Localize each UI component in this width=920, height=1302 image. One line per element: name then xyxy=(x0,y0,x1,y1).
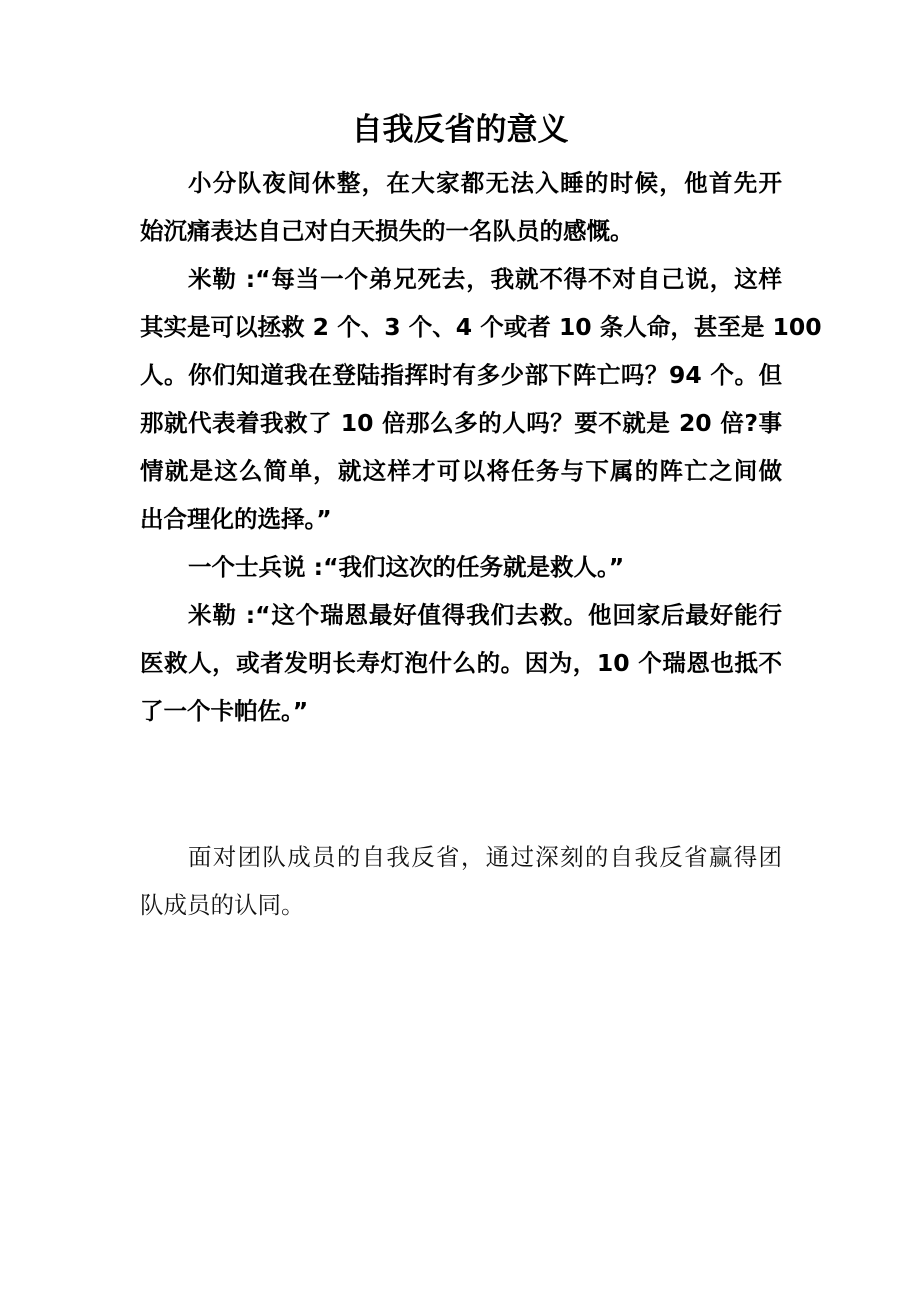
document-title: 自我反省的意义 xyxy=(351,112,569,148)
text-line: 情就是这么简单，就这样才可以将任务与下属的阵亡之间做 xyxy=(140,457,782,485)
text-line: 米勒 :“这个瑞恩最好值得我们去救。他回家后最好能行 xyxy=(188,601,782,629)
story-body xyxy=(140,159,822,735)
text-line: 米勒 :“每当一个弟兄死去，我就不得不对自己说，这样 xyxy=(188,265,782,293)
text-line: 一个士兵说 :“我们这次的任务就是救人。” xyxy=(188,553,625,581)
paragraph xyxy=(140,833,782,929)
text-line: 始沉痛表达自己对白天损失的一名队员的感慨。 xyxy=(140,217,634,245)
text-line: 出合理化的选择。” xyxy=(140,505,332,533)
paragraph xyxy=(140,159,782,255)
text-line: 队成员的认同。 xyxy=(140,891,305,919)
paragraph xyxy=(140,543,782,591)
text-line: 其实是可以拯救 2 个、3 个、4 个或者 10 条人命，甚至是 100 xyxy=(140,313,822,341)
text-line: 面对团队成员的自我反省，通过深刻的自我反省赢得团 xyxy=(188,843,782,871)
paragraph xyxy=(140,255,822,543)
text-line: 了一个卡帕佐。” xyxy=(140,697,309,725)
paragraph xyxy=(140,591,782,735)
text-line: 医救人，或者发明长寿灯泡什么的。因为，10 个瑞恩也抵不 xyxy=(140,649,782,677)
conclusion-paragraph xyxy=(140,833,782,929)
text-line: 那就代表着我救了 10 倍那么多的人吗？要不就是 20 倍?事 xyxy=(140,409,782,437)
text-line: 人。你们知道我在登陆指挥时有多少部下阵亡吗？94 个。但 xyxy=(140,361,782,389)
text-line: 小分队夜间休整，在大家都无法入睡的时候，他首先开 xyxy=(188,169,782,197)
